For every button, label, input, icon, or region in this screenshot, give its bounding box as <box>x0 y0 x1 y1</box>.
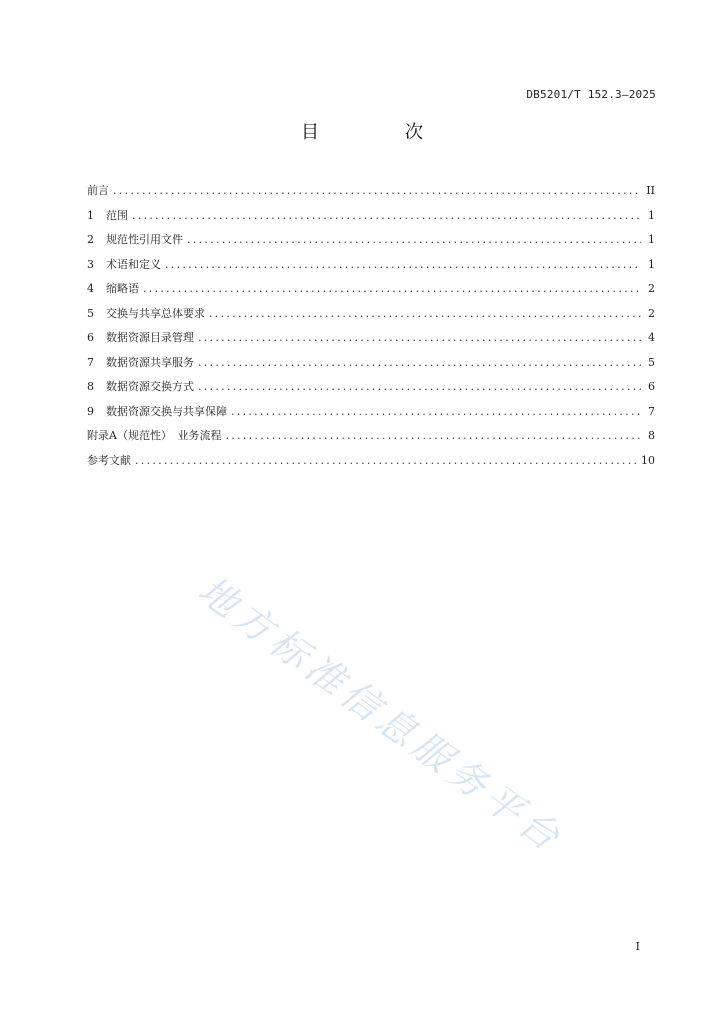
table-of-contents <box>87 181 655 475</box>
toc-entry-5[interactable] <box>87 304 655 329</box>
toc-entry-label: 缩略语 <box>106 282 139 295</box>
toc-entry-label: 范围 <box>106 208 128 222</box>
toc-entry-page: II <box>646 184 655 197</box>
toc-entry-label: 数据资源交换与共享保障 <box>106 404 227 418</box>
toc-entry-page: 7 <box>648 404 655 418</box>
toc-entry-number: 4 <box>87 282 94 295</box>
toc-entry-page: 1 <box>648 257 655 271</box>
toc-entry-label: 交换与共享总体要求 <box>106 306 205 320</box>
toc-entry-number: 8 <box>87 380 94 393</box>
toc-entry-label: 前言 <box>87 184 109 197</box>
toc-entry-9[interactable] <box>87 402 655 427</box>
toc-entry-1[interactable] <box>87 206 655 231</box>
toc-entry-number: 1 <box>87 208 94 222</box>
toc-entry-label: 数据资源交换方式 <box>106 380 194 393</box>
toc-entry-number: 2 <box>87 233 94 246</box>
toc-entry-foreword[interactable] <box>87 181 655 206</box>
toc-entry-label: 规范性引用文件 <box>106 233 183 246</box>
toc-leader-dots <box>135 451 637 471</box>
toc-leader-dots <box>143 279 641 299</box>
toc-leader-dots <box>113 181 641 201</box>
toc-leader-dots <box>198 328 641 348</box>
page-number: I <box>635 940 640 953</box>
toc-leader-dots <box>187 230 641 250</box>
toc-entry-label: 数据资源共享服务 <box>106 355 194 369</box>
toc-leader-dots <box>165 255 641 275</box>
toc-leader-dots <box>209 304 641 324</box>
toc-leader-dots <box>132 206 641 226</box>
toc-entry-page: 4 <box>648 331 655 344</box>
toc-leader-dots <box>225 426 641 446</box>
watermark-text: 地方标准信息服务平台 <box>190 567 572 862</box>
toc-entry-label: 数据资源目录管理 <box>106 331 194 344</box>
toc-entry-page: 5 <box>648 355 655 369</box>
toc-leader-dots <box>198 353 641 373</box>
toc-entry-number: 6 <box>87 331 94 344</box>
page-title: 目 次 <box>301 122 457 143</box>
toc-entry-label: 附录A（规范性） 业务流程 <box>87 429 222 442</box>
toc-entry-page: 8 <box>648 429 655 442</box>
toc-entry-page: 2 <box>648 306 655 320</box>
toc-entry-number: 5 <box>87 306 94 320</box>
toc-entry-page: 1 <box>648 233 655 246</box>
toc-entry-6[interactable] <box>87 328 655 353</box>
toc-entry-page: 10 <box>641 453 655 467</box>
toc-entry-8[interactable] <box>87 377 655 402</box>
toc-leader-dots <box>198 377 641 397</box>
toc-entry-3[interactable] <box>87 255 655 280</box>
toc-entry-number: 9 <box>87 404 94 418</box>
toc-entry-7[interactable] <box>87 353 655 378</box>
toc-entry-label: 术语和定义 <box>106 257 161 271</box>
toc-entry-2[interactable] <box>87 230 655 255</box>
toc-entry-page: 6 <box>648 380 655 393</box>
toc-entry-number: 7 <box>87 355 94 369</box>
toc-entry-page: 2 <box>648 282 655 295</box>
toc-entry-number: 3 <box>87 257 94 271</box>
document-code: DB5201/T 152.3—2025 <box>526 88 656 101</box>
toc-entry-label: 参考文献 <box>87 453 131 467</box>
toc-entry-4[interactable] <box>87 279 655 304</box>
toc-entry-page: 1 <box>648 208 655 222</box>
toc-entry-appendix-a[interactable] <box>87 426 655 451</box>
toc-entry-references[interactable] <box>87 451 655 476</box>
toc-leader-dots <box>231 402 641 422</box>
